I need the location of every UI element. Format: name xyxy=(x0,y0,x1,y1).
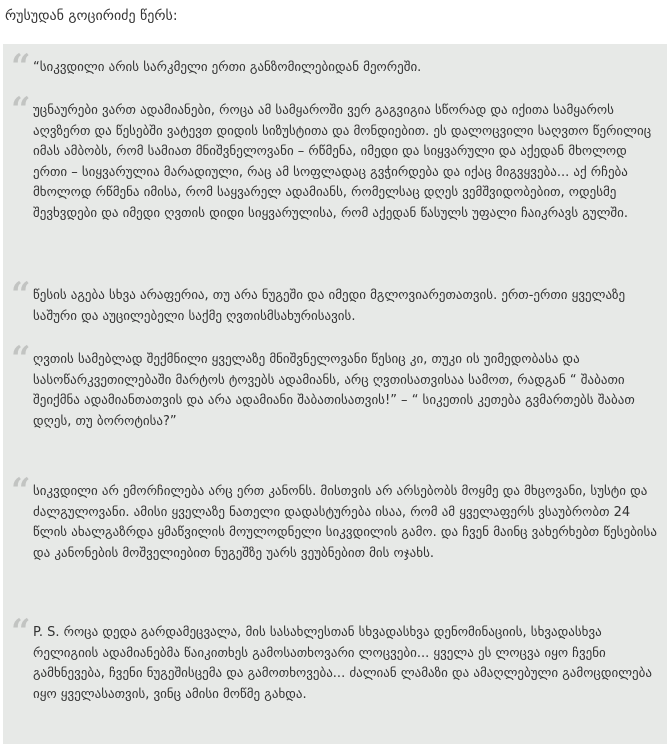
author-intro: რუსუდან გოცირიძე წერს: xyxy=(5,8,178,24)
quote-mark-icon: “ xyxy=(11,612,28,652)
quote-paragraph-text: წესის აგება სხვა არაფერია, თუ არა ნუგეში და იმედი მგლოვიარეთათვის. ერთ-ერთი ყველაზე საშური და აუცილებელი საქმე ღვთისმსახურისავის. xyxy=(33,288,626,324)
quote-mark-icon: “ xyxy=(11,275,28,315)
quote-paragraph-text: უცნაურები ვართ ადამიანები, როცა ამ სამყაროში ვერ გაგვიგია სწორად და იქითა სამყაროს აღვზერთ და წესებში ვატევთ დიდის სიზუსტითა და მონდიებით. ეს დალოცვილი საღვთო წერილიც იმას ამბობს, რომ სამიათ მნიშვნელოვანი – რწმენა, იმედი და სიყვარული და აქედან მხოლოდ ერთი – სიყვარულია მარადიული, რაც ამ სოფლადაც გვჭირდება და იქაც მიგვყვება... აქ რჩება მხოლოდ რწმენა იმისა, რომ საყვარელ ადამიანს, რომელსაც დღეს ვემშვიდობებით, ოდესმე შევხვდები და იმედი ღვთის დიდი სიყვარულისა, რომ აქედან წასულს უფალი ჩაიკრავს გულში. xyxy=(33,103,652,221)
quote-paragraph-text: P. S. როცა დედა გარდამეცვალა, მის სასახლესთან სხვადასხვა დენომინაციის, სხვადასხვა რელიგიის ადამიანებმა წაიკითხეს გამოსათხოვარი ლოცვები... ყველა ეს ლოცვა იყო ჩვენი გამხნევება, ჩვენი ნუგეშისცემა და გამოთხოვება... ძალიან ლამაზი და ამაღლებული გამოცდილება იყო ყველასათვის, ვინც ამისი მოწმე გახდა. xyxy=(33,625,652,702)
quote-paragraph-text: ღვთის სამებლად შექმნილი ყველაზე მნიშვნელოვანი წესიც კი, თუკი ის უიმედობასა და სასოწარკვეთილებაში მარტოს ტოვებს ადამიანს, არც ღვთისათვისაა სამოთ, რადგან “ შაბათი შეიქმნა ადამიანთათვის და არა ადამიანი შაბათისათვის!” – “ სიკეთის კეთება გვმართებს შაბათ დღეს, თუ ბოროტისა?” xyxy=(33,352,635,429)
quote-paragraph-text: “სიკვდილი არის სარკმელი ერთი განზომილებიდან მეორეში. xyxy=(33,60,422,75)
quote-mark-icon: “ xyxy=(11,90,28,130)
quote-mark-icon: “ xyxy=(11,471,28,511)
quote-mark-icon: “ xyxy=(11,47,28,87)
quote-mark-icon: “ xyxy=(11,339,28,379)
quote-paragraph-text: სიკვდილი არ ემორჩილება არც ერთ კანონს. მისთვის არ არსებობს მოყმე და მხცოვანი, სუსტი და ძალგულოვანი. ამისი ყველაზე ნათელი დადასტურება ისაა, რომ ამ ყველაფერს ვსაუბრობთ 24 წლის ახალგაზრდა ყმაწვილის მოულოდნელი სიკვდილის გამო. და ჩვენ მაინც ვახერხებთ წესებისა და კანონების მოშველიებით ნუგეშზე უარს ვეუბნებით მის ოჯახს. xyxy=(33,484,657,561)
blockquote xyxy=(3,44,667,744)
